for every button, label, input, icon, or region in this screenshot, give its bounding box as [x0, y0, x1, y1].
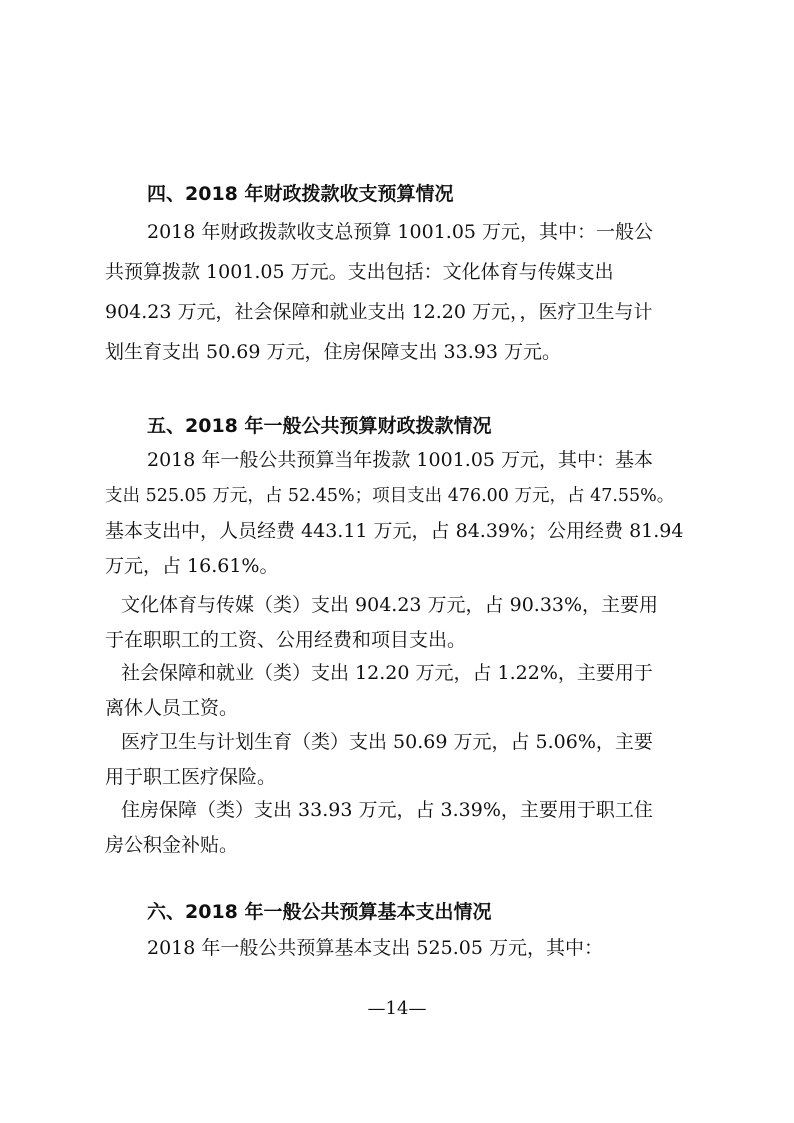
section-4-line-3: 904.23 万元，社会保障和就业支出 12.20 万元，，医疗卫生与计 — [105, 301, 653, 323]
section-5-line-2: 支出 525.05 万元，占 52.45%；项目支出 476.00 万元，占 47.55%。 — [105, 486, 675, 506]
section-5-heading: 五、2018 年一般公共预算财政拨款情况 — [147, 415, 492, 437]
section-5-line-11: 住房保障（类）支出 33.93 万元，占 3.39%，主要用于职工住 — [121, 799, 653, 821]
section-5-line-4: 万元，占 16.61%。 — [105, 555, 279, 577]
section-4-line-4: 划生育支出 50.69 万元，住房保障支出 33.93 万元。 — [105, 341, 561, 363]
section-5-line-9: 医疗卫生与计划生育（类）支出 50.69 万元，占 5.06%，主要 — [121, 731, 653, 753]
section-4-heading: 四、2018 年财政拨款收支预算情况 — [147, 183, 454, 205]
section-4-line-2: 共预算拨款 1001.05 万元。支出包括：文化体育与传媒支出 — [105, 261, 614, 283]
section-4-line-1: 2018 年财政拨款收支总预算 1001.05 万元，其中：一般公 — [147, 221, 654, 243]
section-5-line-1: 2018 年一般公共预算当年拨款 1001.05 万元，其中：基本 — [147, 449, 654, 471]
section-5-line-8: 离休人员工资。 — [105, 697, 239, 719]
section-5-line-10: 用于职工医疗保险。 — [105, 766, 277, 788]
section-6-line-1: 2018 年一般公共预算基本支出 525.05 万元，其中： — [147, 937, 603, 959]
section-5-line-3: 基本支出中，人员经费 443.11 万元，占 84.39%；公用经费 81.94 — [105, 520, 684, 542]
section-5-line-7: 社会保障和就业（类）支出 12.20 万元，占 1.22%，主要用于 — [121, 662, 653, 684]
section-5-line-12: 房公积金补贴。 — [105, 834, 239, 856]
page-number: —14— — [367, 998, 427, 1019]
section-5-line-5: 文化体育与传媒（类）支出 904.23 万元，占 90.33%，主要用 — [121, 594, 659, 616]
section-5-line-6: 于在职职工的工资、公用经费和项目支出。 — [105, 629, 467, 651]
section-6-heading: 六、2018 年一般公共预算基本支出情况 — [147, 901, 492, 923]
